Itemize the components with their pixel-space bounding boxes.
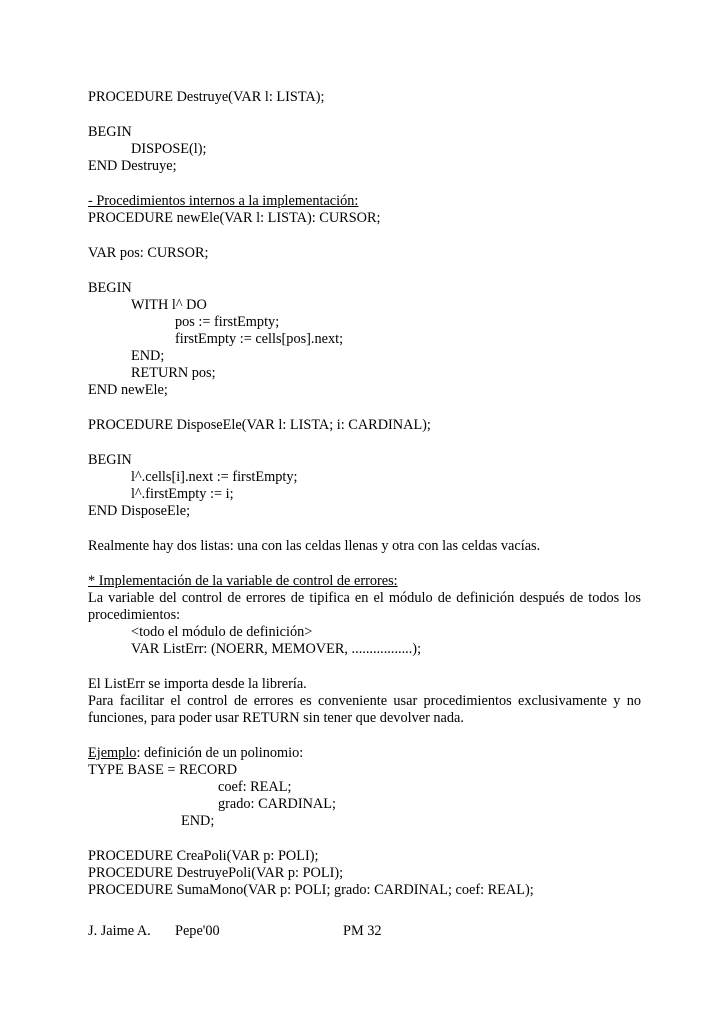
code-line: firstEmpty := cells[pos].next; xyxy=(175,331,344,347)
paragraph: procedimientos: xyxy=(88,607,181,623)
code-line: BEGIN xyxy=(88,452,132,468)
footer-version: Pepe'00 xyxy=(175,923,220,939)
code-line: PROCEDURE DestruyePoli(VAR p: POLI); xyxy=(88,865,344,881)
example-text: : definición de un polinomio: xyxy=(136,745,304,761)
code-line: PROCEDURE Destruye(VAR l: LISTA); xyxy=(88,89,325,105)
code-line: BEGIN xyxy=(88,280,132,296)
code-line: END DisposeEle; xyxy=(88,503,191,519)
paragraph: funciones, para poder usar RETURN sin tener que devolver nada. xyxy=(88,710,464,726)
code-line: END Destruye; xyxy=(88,158,177,174)
code-line: pos := firstEmpty; xyxy=(175,314,280,330)
code-line: l^.cells[i].next := firstEmpty; xyxy=(131,469,298,485)
paragraph: El ListErr se importa desde la librería. xyxy=(88,676,307,692)
code-line: PROCEDURE CreaPoli(VAR p: POLI); xyxy=(88,848,319,864)
code-line: coef: REAL; xyxy=(218,779,292,795)
code-line: <todo el módulo de definición> xyxy=(131,624,313,640)
code-line: END; xyxy=(181,813,215,829)
code-line: VAR pos: CURSOR; xyxy=(88,245,209,261)
code-line: END newEle; xyxy=(88,382,168,398)
code-line: BEGIN xyxy=(88,124,132,140)
example-label: Ejemplo xyxy=(88,745,137,761)
paragraph: Para facilitar el control de errores es conveniente usar procedimientos exclusivamente y no xyxy=(88,693,641,709)
example-heading xyxy=(88,745,303,762)
code-line: TYPE BASE = RECORD xyxy=(88,762,238,778)
code-line: END; xyxy=(131,348,165,364)
code-line: PROCEDURE SumaMono(VAR p: POLI; grado: CARDINAL; coef: REAL); xyxy=(88,882,534,898)
code-line: VAR ListErr: (NOERR, MEMOVER, .................); xyxy=(131,641,422,657)
footer-author: J. Jaime A. xyxy=(88,923,151,939)
code-line: l^.firstEmpty := i; xyxy=(131,486,234,502)
code-line: DISPOSE(l); xyxy=(131,141,207,157)
paragraph: Realmente hay dos listas: una con las celdas llenas y otra con las celdas vacías. xyxy=(88,538,541,554)
code-line: PROCEDURE DisposeEle(VAR l: LISTA; i: CARDINAL); xyxy=(88,417,431,433)
paragraph: La variable del control de errores de tipifica en el módulo de definición después de todos los xyxy=(88,590,641,606)
code-line: RETURN pos; xyxy=(131,365,216,381)
section-heading: * Implementación de la variable de control de errores: xyxy=(88,573,398,589)
section-heading: - Procedimientos internos a la implementación: xyxy=(88,193,359,209)
code-line: PROCEDURE newEle(VAR l: LISTA): CURSOR; xyxy=(88,210,381,226)
code-line: grado: CARDINAL; xyxy=(218,796,336,812)
footer-page-number: PM 32 xyxy=(343,923,382,939)
code-line: WITH l^ DO xyxy=(131,297,207,313)
